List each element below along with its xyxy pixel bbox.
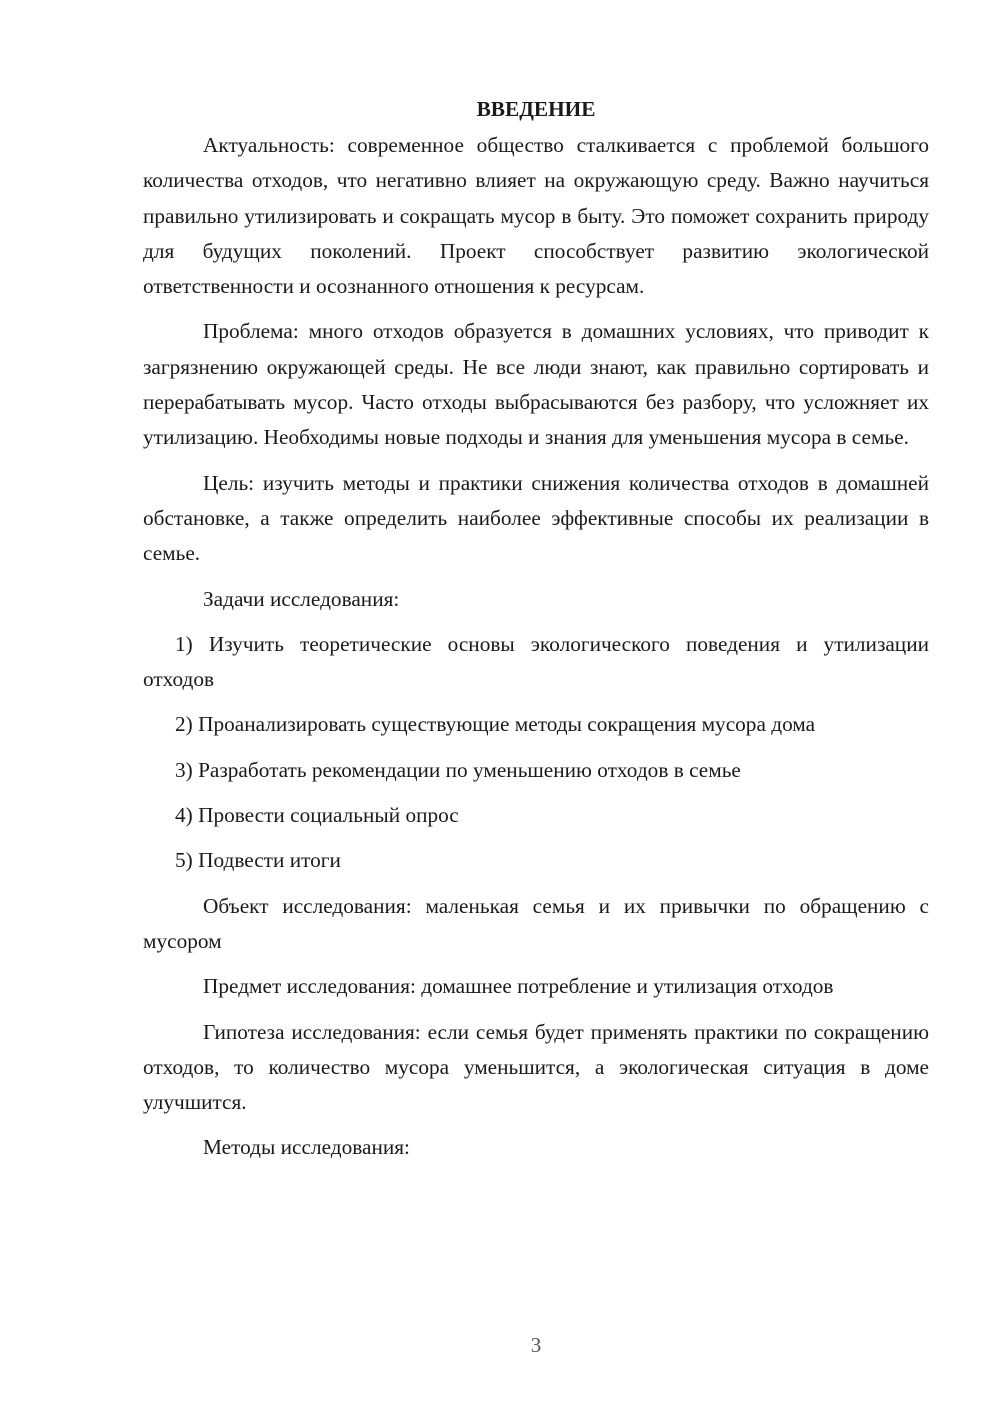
paragraph-subject: Предмет исследования: домашнее потребление и утилизация отходов xyxy=(203,974,834,999)
paragraph-tasks-heading: Задачи исследования: xyxy=(203,586,400,611)
task-item: 3) Разработать рекомендации по уменьшению отходов в семье xyxy=(175,757,741,782)
document-page xyxy=(143,92,929,1176)
page-number: 3 xyxy=(530,1333,542,1357)
paragraph-problem: Проблема: много отходов образуется в домашних условиях, что приводит к загрязнению окружающей среды. Не все люди знают, как правильно сортировать и перерабатывать мусор. Часто отходы выбрасываются без разбору, что усложняет их утилизацию. Необходимы новые подходы и знания для уменьшения мусора в семье. xyxy=(143,319,929,450)
task-item: 5) Подвести итоги xyxy=(175,848,341,873)
task-item: 2) Проанализировать существующие методы сокращения мусора дома xyxy=(175,712,816,737)
paragraph-methods-heading: Методы исследования: xyxy=(203,1135,410,1160)
paragraph-hypothesis: Гипотеза исследования: если семья будет применять практики по сокращению отходов, то количество мусора уменьшится, а экологическая ситуация в доме улучшится. xyxy=(143,1019,929,1115)
paragraph-object: Объект исследования: маленькая семья и их привычки по обращению с мусором xyxy=(143,893,929,953)
paragraph-relevance: Актуальность: современное общество сталкивается с проблемой большого количества отходов, что негативно влияет на окружающую среду. Важно научиться правильно утилизировать и сокращать мусор в быту. Это поможет сохранить природу для будущих поколений. Проект способствует развитию экологической ответственности и осознанного отношения к ресурсам. xyxy=(143,133,929,299)
document-title: ВВЕДЕНИЕ xyxy=(476,97,596,121)
paragraph-goal: Цель: изучить методы и практики снижения количества отходов в домашней обстановке, а также определить наиболее эффективные способы их реализации в семье. xyxy=(143,470,929,566)
task-item: 4) Провести социальный опрос xyxy=(175,803,459,828)
task-item: 1) Изучить теоретические основы экологического поведения и утилизации отходов xyxy=(143,631,929,692)
